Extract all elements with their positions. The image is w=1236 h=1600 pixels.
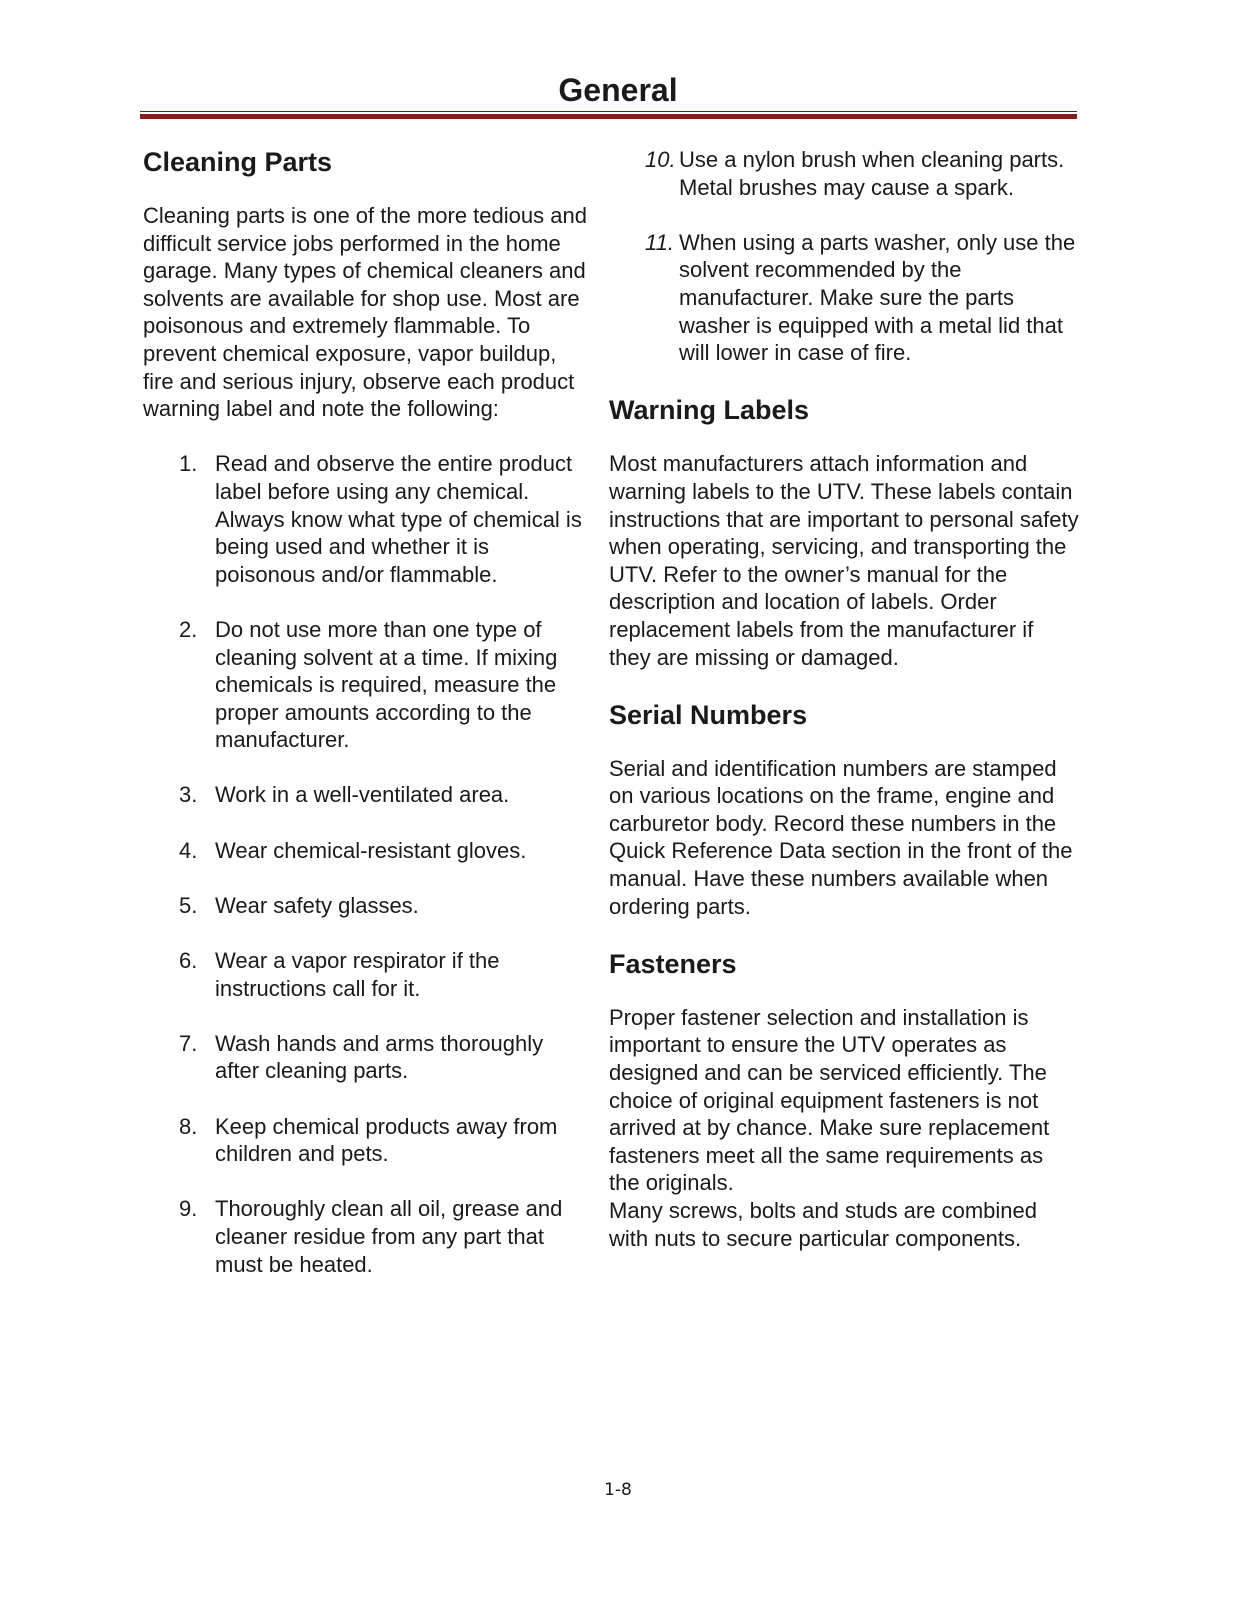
right-column (609, 146, 1079, 1252)
list-item-number: 10. (645, 147, 676, 172)
section-heading-warning-labels: Warning Labels (609, 395, 810, 426)
list-item (143, 892, 593, 920)
list-item-text: Wash hands and arms thoroughly after cleaning parts. (215, 1030, 544, 1084)
list-item-number: 3. (179, 782, 198, 808)
list-item-text: Wear chemical-resistant gloves. (215, 837, 527, 863)
list-item-number: 8. (179, 1113, 198, 1139)
list-item (143, 1030, 593, 1085)
list-item-text: Wear safety glasses. (215, 892, 419, 918)
list-item-text: Work in a well-ventilated area. (215, 782, 510, 808)
list-item-text: Keep chemical products away from children and pets. (215, 1113, 558, 1167)
list-item-number: 4. (179, 837, 198, 863)
cleaning-steps-list-continued (609, 146, 1079, 367)
list-item-number: 2. (179, 616, 198, 642)
fasteners-body: Proper fastener selection and installation is important to ensure the UTV operates as designed and can be serviced efficiently. The choice of original equipment fasteners is not arrived at by chance. Make sure replacement fasteners meet all the same requirements as the originals. (609, 1004, 1050, 1196)
section-heading-cleaning-parts: Cleaning Parts (143, 147, 333, 177)
list-item-text: Use a nylon brush when cleaning parts. Metal brushes may cause a spark. (679, 147, 1065, 200)
list-item (143, 450, 593, 588)
header-rule-thin (140, 111, 1077, 112)
page-header-title: General (558, 72, 678, 108)
list-item (143, 1113, 593, 1168)
list-item-number: 9. (179, 1196, 198, 1222)
list-item-number: 5. (179, 892, 198, 918)
list-item (143, 837, 593, 865)
serial-numbers-body: Serial and identification numbers are stamped on various locations on the frame, engine and carburetor body. Record these numbers in the Quick Reference Data section in the front of the manual. Have these numbers available when ordering parts. (609, 755, 1073, 919)
list-item-number: 1. (179, 451, 198, 477)
list-item (143, 1195, 593, 1278)
list-item (143, 616, 593, 754)
list-item-text: When using a parts washer, only use the solvent recommended by the manufacturer. Make sure the parts washer is equipped with a metal lid that will lower in case of fire. (679, 229, 1076, 366)
section-heading-serial-numbers: Serial Numbers (609, 699, 808, 730)
page-number: 1-8 (604, 1480, 632, 1500)
fasteners-body-continued: Many screws, bolts and studs are combined with nuts to secure particular components. (609, 1198, 1037, 1251)
header-rule-thick (140, 114, 1077, 119)
list-item (609, 229, 1079, 367)
section-heading-fasteners: Fasteners (609, 948, 737, 979)
list-item-text: Do not use more than one type of cleaning solvent at a time. If mixing chemicals is required, measure the proper amounts according to the manufacturer. (215, 616, 558, 753)
list-item-number: 11. (645, 229, 674, 255)
list-item-text: Read and observe the entire product label before using any chemical. Always know what type of chemical is being used and whether it is poisonous and/or flammable. (215, 451, 582, 587)
cleaning-steps-list (143, 450, 593, 1278)
cleaning-parts-intro: Cleaning parts is one of the more tedious and difficult service jobs performed in the home garage. Many types of chemical cleaners and solvents are available for shop use. Most are poisonous and extremely flammable. To prevent chemical exposure, vapor buildup, fire and serious injury, observe each product warning label and note the following: (143, 203, 587, 422)
warning-labels-body: Most manufacturers attach information and warning labels to the UTV. These labels contain instructions that are important to personal safety when operating, servicing, and transporting the UTV. Refer to the owner’s manual for the description and location of labels. Order replacement labels from the manufacturer if they are missing or damaged. (609, 451, 1079, 670)
list-item (143, 781, 593, 809)
list-item-text: Wear a vapor respirator if the instructions call for it. (215, 948, 500, 1001)
list-item (609, 146, 1079, 201)
list-item-number: 6. (179, 948, 198, 974)
left-column (143, 146, 593, 1278)
list-item (143, 947, 593, 1002)
list-item-text: Thoroughly clean all oil, grease and cleaner residue from any part that must be heated. (215, 1196, 563, 1277)
list-item-number: 7. (179, 1030, 198, 1056)
